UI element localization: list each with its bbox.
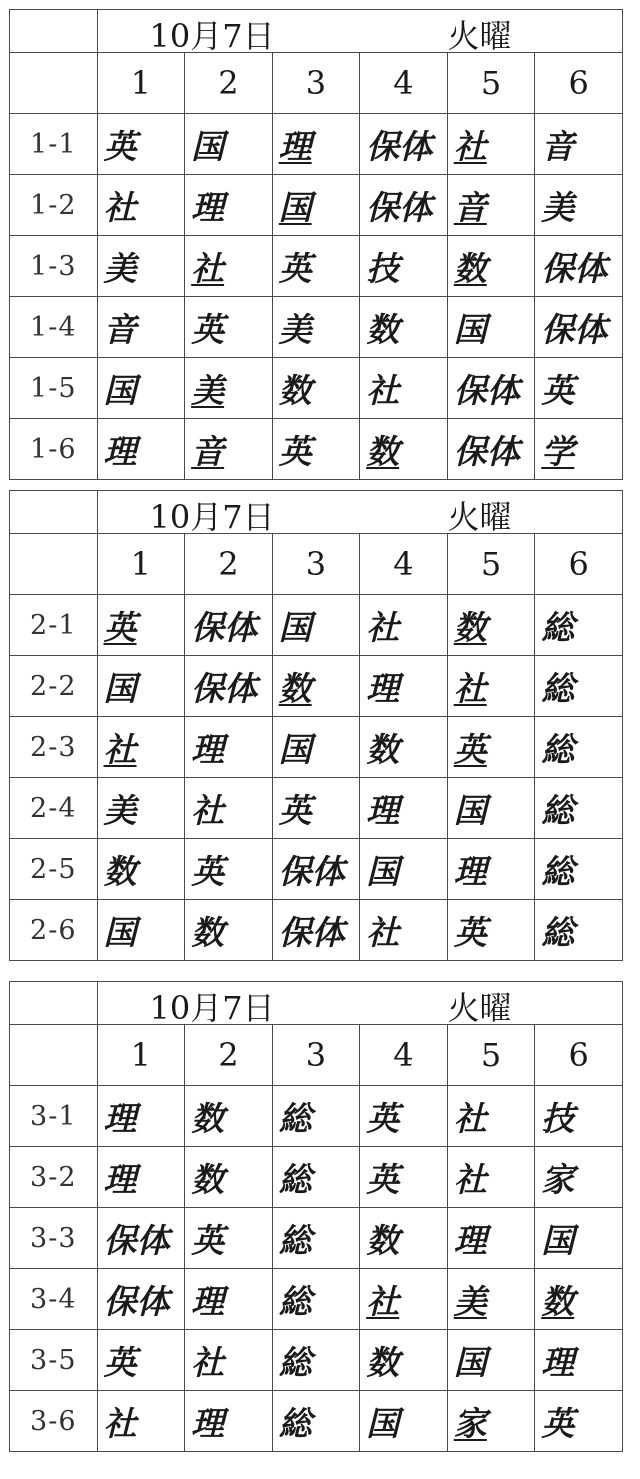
subject-cell	[97, 1391, 185, 1452]
period-header: 3	[272, 534, 360, 595]
class-label: 2-3	[10, 717, 98, 778]
subject-cell	[535, 419, 623, 480]
subject-label: 理	[103, 1098, 137, 1138]
table-row	[10, 114, 623, 175]
subject-label: 英	[278, 790, 312, 830]
subject-label: 保体	[366, 126, 433, 166]
class-label: 1-5	[10, 358, 98, 419]
subject-cell	[97, 1208, 185, 1269]
subject-label: 美	[191, 370, 225, 410]
subject-cell	[272, 1330, 360, 1391]
subject-label: 数	[191, 1159, 225, 1199]
corner-cell	[10, 53, 98, 114]
subject-label: 理	[191, 1403, 225, 1443]
subject-label: 保体	[541, 248, 608, 288]
subject-label: 英	[278, 248, 312, 288]
subject-label: 音	[191, 431, 225, 471]
subject-cell	[535, 778, 623, 839]
subject-label: 数	[366, 309, 400, 349]
table-row	[10, 358, 623, 419]
subject-cell	[535, 1147, 623, 1208]
class-label: 3-2	[10, 1147, 98, 1208]
subject-cell	[185, 1330, 273, 1391]
subject-label: 国	[278, 729, 312, 769]
subject-label: 理	[103, 1159, 137, 1199]
subject-label: 国	[103, 370, 137, 410]
date-header	[97, 10, 622, 53]
weekday-label: 火曜	[447, 17, 512, 53]
subject-cell	[447, 1208, 535, 1269]
subject-label: 理	[191, 729, 225, 769]
subject-cell	[535, 839, 623, 900]
subject-cell	[97, 1147, 185, 1208]
subject-cell	[360, 1269, 448, 1330]
period-header: 4	[360, 1025, 448, 1086]
subject-label: 国	[103, 912, 137, 952]
period-header: 2	[185, 534, 273, 595]
period-header: 6	[535, 1025, 623, 1086]
subject-cell	[272, 595, 360, 656]
class-label: 1-6	[10, 419, 98, 480]
subject-label: 美	[541, 187, 575, 227]
subject-cell	[447, 419, 535, 480]
subject-cell	[535, 1391, 623, 1452]
subject-label: 音	[103, 309, 137, 349]
date-header	[97, 982, 622, 1025]
subject-cell	[185, 236, 273, 297]
subject-cell	[272, 236, 360, 297]
subject-cell	[272, 778, 360, 839]
class-label: 1-1	[10, 114, 98, 175]
class-label: 3-5	[10, 1330, 98, 1391]
corner-cell	[10, 491, 98, 534]
subject-label: 社	[191, 248, 225, 288]
subject-cell	[535, 595, 623, 656]
subject-cell	[535, 175, 623, 236]
table-row	[10, 1086, 623, 1147]
subject-label: 社	[453, 126, 487, 166]
class-label: 3-3	[10, 1208, 98, 1269]
subject-label: 美	[278, 309, 312, 349]
subject-cell	[97, 1330, 185, 1391]
timetable-grade-3	[9, 981, 623, 1452]
subject-label: 総	[541, 607, 575, 647]
period-header: 1	[97, 53, 185, 114]
subject-label: 保体	[453, 431, 520, 471]
subject-cell	[97, 1086, 185, 1147]
date-label: 10月7日	[149, 17, 275, 53]
table-row	[10, 839, 623, 900]
subject-cell	[272, 1208, 360, 1269]
subject-label: 社	[103, 729, 137, 769]
weekday-label: 火曜	[447, 498, 512, 534]
subject-label: 社	[453, 1159, 487, 1199]
table-row	[10, 419, 623, 480]
subject-label: 保体	[541, 309, 608, 349]
subject-cell	[360, 297, 448, 358]
class-label: 2-5	[10, 839, 98, 900]
subject-cell	[97, 175, 185, 236]
subject-label: 総	[541, 790, 575, 830]
subject-label: 英	[191, 309, 225, 349]
subject-label: 総	[541, 912, 575, 952]
subject-cell	[185, 1208, 273, 1269]
subject-label: 保体	[278, 851, 345, 891]
period-header: 5	[447, 53, 535, 114]
period-header: 6	[535, 534, 623, 595]
subject-cell	[97, 717, 185, 778]
subject-label: 英	[453, 729, 487, 769]
table-row	[10, 1269, 623, 1330]
subject-cell	[447, 1147, 535, 1208]
subject-cell	[447, 717, 535, 778]
subject-cell	[272, 1086, 360, 1147]
subject-label: 社	[453, 1098, 487, 1138]
subject-label: 学	[541, 431, 575, 471]
subject-label: 家	[453, 1403, 487, 1443]
subject-label: 英	[191, 851, 225, 891]
subject-cell	[447, 778, 535, 839]
subject-label: 英	[366, 1159, 400, 1199]
class-label: 3-1	[10, 1086, 98, 1147]
subject-label: 社	[103, 1403, 137, 1443]
subject-cell	[360, 1330, 448, 1391]
subject-label: 国	[453, 790, 487, 830]
subject-cell	[447, 900, 535, 961]
subject-cell	[272, 656, 360, 717]
subject-cell	[272, 175, 360, 236]
class-label: 2-1	[10, 595, 98, 656]
subject-cell	[272, 297, 360, 358]
subject-cell	[272, 1269, 360, 1330]
subject-cell	[360, 839, 448, 900]
subject-cell	[185, 1147, 273, 1208]
subject-cell	[185, 717, 273, 778]
subject-cell	[447, 358, 535, 419]
subject-label: 美	[103, 248, 137, 288]
corner-cell	[10, 1025, 98, 1086]
weekday-label: 火曜	[447, 989, 512, 1025]
subject-cell	[447, 297, 535, 358]
corner-cell	[10, 10, 98, 53]
subject-cell	[360, 717, 448, 778]
subject-cell	[97, 297, 185, 358]
subject-label: 理	[366, 790, 400, 830]
subject-cell	[535, 1330, 623, 1391]
subject-cell	[447, 1391, 535, 1452]
table-row	[10, 236, 623, 297]
period-header: 4	[360, 534, 448, 595]
subject-cell	[185, 595, 273, 656]
subject-cell	[272, 419, 360, 480]
date-label: 10月7日	[149, 498, 275, 534]
subject-label: 保体	[278, 912, 345, 952]
subject-cell	[535, 900, 623, 961]
subject-cell	[97, 778, 185, 839]
class-label: 3-6	[10, 1391, 98, 1452]
subject-cell	[447, 175, 535, 236]
class-label: 2-2	[10, 656, 98, 717]
table-row	[10, 1391, 623, 1452]
subject-label: 英	[453, 912, 487, 952]
subject-label: 国	[103, 668, 137, 708]
subject-cell	[97, 358, 185, 419]
table-row	[10, 656, 623, 717]
subject-label: 技	[366, 248, 400, 288]
subject-cell	[535, 1086, 623, 1147]
subject-cell	[360, 236, 448, 297]
subject-label: 総	[278, 1159, 312, 1199]
subject-label: 総	[541, 729, 575, 769]
subject-cell	[360, 175, 448, 236]
subject-cell	[185, 1269, 273, 1330]
subject-label: 総	[278, 1220, 312, 1260]
period-header: 4	[360, 53, 448, 114]
subject-label: 国	[541, 1220, 575, 1260]
subject-cell	[185, 656, 273, 717]
subject-cell	[272, 717, 360, 778]
subject-label: 総	[541, 668, 575, 708]
subject-cell	[360, 656, 448, 717]
date-label: 10月7日	[149, 989, 275, 1025]
subject-cell	[360, 1391, 448, 1452]
period-header: 5	[447, 1025, 535, 1086]
subject-cell	[185, 419, 273, 480]
subject-cell	[185, 297, 273, 358]
subject-label: 数	[191, 912, 225, 952]
subject-label: 美	[103, 790, 137, 830]
subject-label: 音	[453, 187, 487, 227]
subject-cell	[185, 175, 273, 236]
subject-label: 社	[191, 1342, 225, 1382]
period-header: 2	[185, 53, 273, 114]
subject-label: 総	[541, 851, 575, 891]
table-row	[10, 595, 623, 656]
subject-cell	[185, 839, 273, 900]
period-header: 3	[272, 53, 360, 114]
corner-cell	[10, 982, 98, 1025]
subject-cell	[535, 358, 623, 419]
subject-label: 数	[366, 431, 400, 471]
subject-label: 保体	[366, 187, 433, 227]
subject-cell	[185, 1086, 273, 1147]
subject-cell	[447, 595, 535, 656]
subject-cell	[535, 1269, 623, 1330]
subject-cell	[447, 236, 535, 297]
timetable-grade-2	[9, 490, 623, 961]
subject-label: 数	[541, 1281, 575, 1321]
subject-cell	[97, 900, 185, 961]
subject-cell	[360, 1208, 448, 1269]
subject-cell	[360, 595, 448, 656]
period-header: 1	[97, 1025, 185, 1086]
subject-cell	[97, 236, 185, 297]
subject-label: 社	[103, 187, 137, 227]
subject-label: 保体	[103, 1281, 170, 1321]
subject-label: 家	[541, 1159, 575, 1199]
subject-cell	[535, 1208, 623, 1269]
subject-cell	[360, 1086, 448, 1147]
subject-label: 数	[453, 607, 487, 647]
subject-cell	[97, 1269, 185, 1330]
subject-label: 理	[366, 668, 400, 708]
subject-label: 美	[453, 1281, 487, 1321]
period-header: 3	[272, 1025, 360, 1086]
subject-label: 数	[366, 729, 400, 769]
subject-cell	[360, 778, 448, 839]
subject-cell	[447, 114, 535, 175]
table-row	[10, 717, 623, 778]
subject-label: 英	[541, 370, 575, 410]
subject-label: 数	[366, 1342, 400, 1382]
subject-label: 数	[453, 248, 487, 288]
subject-label: 英	[278, 431, 312, 471]
subject-label: 総	[278, 1342, 312, 1382]
subject-label: 国	[453, 1342, 487, 1382]
subject-cell	[535, 717, 623, 778]
subject-cell	[360, 900, 448, 961]
class-label: 2-6	[10, 900, 98, 961]
subject-label: 保体	[103, 1220, 170, 1260]
subject-cell	[272, 1147, 360, 1208]
table-row	[10, 297, 623, 358]
subject-label: 理	[191, 187, 225, 227]
table-row	[10, 1147, 623, 1208]
subject-cell	[97, 839, 185, 900]
subject-cell	[185, 358, 273, 419]
class-label: 1-4	[10, 297, 98, 358]
subject-label: 社	[366, 1281, 400, 1321]
subject-label: 理	[453, 1220, 487, 1260]
subject-cell	[447, 1086, 535, 1147]
subject-label: 理	[453, 851, 487, 891]
subject-cell	[272, 900, 360, 961]
subject-cell	[97, 656, 185, 717]
period-header: 2	[185, 1025, 273, 1086]
subject-label: 社	[366, 607, 400, 647]
subject-label: 技	[541, 1098, 575, 1138]
subject-cell	[447, 656, 535, 717]
subject-cell	[360, 419, 448, 480]
subject-label: 英	[366, 1098, 400, 1138]
subject-label: 国	[278, 607, 312, 647]
subject-label: 社	[191, 790, 225, 830]
subject-label: 総	[278, 1403, 312, 1443]
subject-cell	[272, 358, 360, 419]
subject-cell	[447, 1269, 535, 1330]
subject-label: 数	[103, 851, 137, 891]
subject-cell	[447, 839, 535, 900]
subject-cell	[535, 297, 623, 358]
subject-label: 社	[366, 370, 400, 410]
table-row	[10, 1330, 623, 1391]
subject-cell	[535, 236, 623, 297]
subject-cell	[272, 114, 360, 175]
subject-label: 国	[278, 187, 312, 227]
subject-label: 英	[541, 1403, 575, 1443]
table-row	[10, 778, 623, 839]
table-row	[10, 175, 623, 236]
subject-label: 英	[103, 1342, 137, 1382]
class-label: 1-2	[10, 175, 98, 236]
class-label: 3-4	[10, 1269, 98, 1330]
subject-label: 国	[191, 126, 225, 166]
subject-label: 英	[103, 126, 137, 166]
subject-label: 数	[278, 370, 312, 410]
subject-label: 社	[453, 668, 487, 708]
class-label: 1-3	[10, 236, 98, 297]
subject-cell	[185, 114, 273, 175]
subject-cell	[535, 114, 623, 175]
subject-cell	[360, 114, 448, 175]
subject-label: 国	[366, 1403, 400, 1443]
subject-cell	[97, 114, 185, 175]
subject-label: 理	[103, 431, 137, 471]
subject-cell	[185, 900, 273, 961]
subject-label: 総	[278, 1281, 312, 1321]
timetable-grade-1	[9, 9, 623, 480]
subject-label: 数	[278, 668, 312, 708]
subject-label: 数	[366, 1220, 400, 1260]
date-header	[97, 491, 622, 534]
subject-label: 保体	[191, 668, 258, 708]
class-label: 2-4	[10, 778, 98, 839]
subject-label: 理	[278, 126, 312, 166]
subject-label: 保体	[453, 370, 520, 410]
period-header: 6	[535, 53, 623, 114]
subject-label: 理	[541, 1342, 575, 1382]
subject-cell	[97, 595, 185, 656]
subject-label: 保体	[191, 607, 258, 647]
subject-cell	[360, 1147, 448, 1208]
subject-label: 音	[541, 126, 575, 166]
subject-label: 総	[278, 1098, 312, 1138]
subject-label: 国	[366, 851, 400, 891]
corner-cell	[10, 534, 98, 595]
subject-cell	[447, 1330, 535, 1391]
subject-label: 英	[191, 1220, 225, 1260]
subject-cell	[97, 419, 185, 480]
subject-label: 理	[191, 1281, 225, 1321]
subject-cell	[360, 358, 448, 419]
period-header: 1	[97, 534, 185, 595]
subject-label: 国	[453, 309, 487, 349]
subject-label: 数	[191, 1098, 225, 1138]
subject-cell	[272, 1391, 360, 1452]
table-row	[10, 900, 623, 961]
period-header: 5	[447, 534, 535, 595]
subject-cell	[185, 1391, 273, 1452]
table-row	[10, 1208, 623, 1269]
subject-cell	[535, 656, 623, 717]
subject-label: 英	[103, 607, 137, 647]
subject-label: 社	[366, 912, 400, 952]
subject-cell	[185, 778, 273, 839]
subject-cell	[272, 839, 360, 900]
